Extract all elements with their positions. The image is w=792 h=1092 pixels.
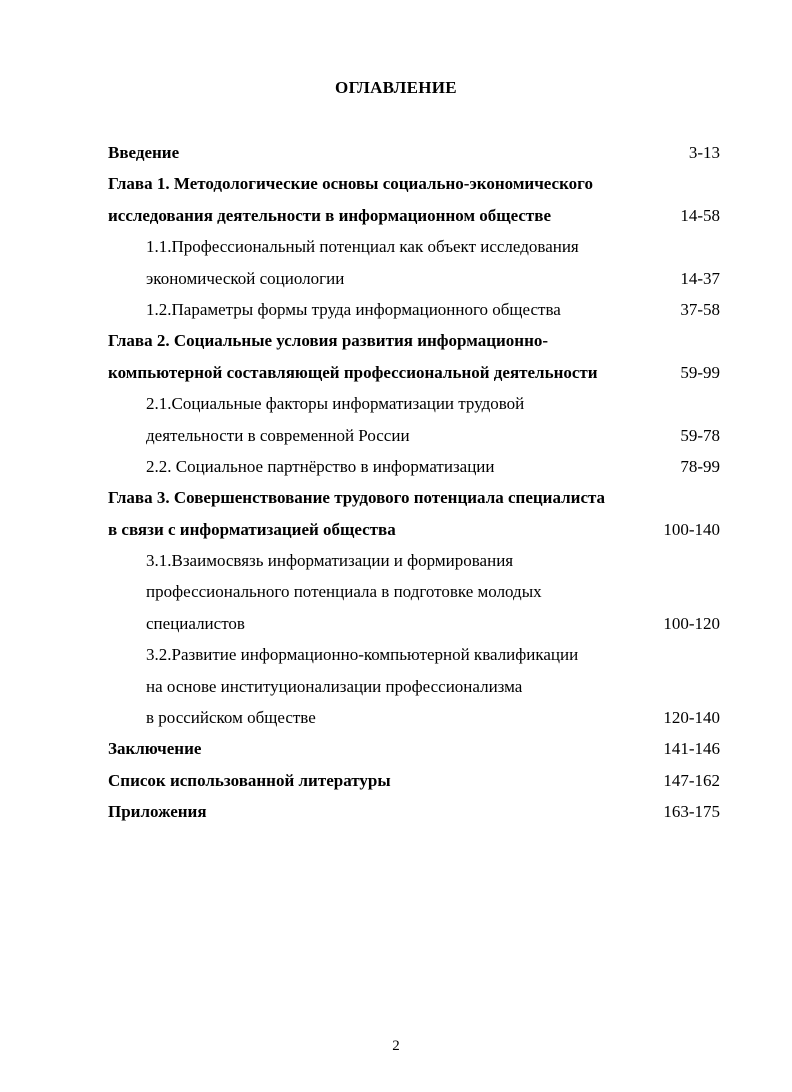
toc-entry-text: Введение bbox=[108, 143, 180, 162]
toc-entry-section-2-2 bbox=[108, 451, 720, 482]
toc-entry-section-3-1-line-1 bbox=[108, 545, 720, 576]
toc-entry-pages: 141-146 bbox=[663, 739, 720, 759]
toc-entry-references bbox=[108, 765, 720, 796]
toc-entry-text: экономической социологии bbox=[146, 268, 345, 288]
toc-entry-pages: 3-13 bbox=[688, 143, 720, 162]
toc-entry-section-1-1-line-1 bbox=[108, 231, 720, 262]
page-number: 2 bbox=[392, 1038, 400, 1054]
toc-entry-pages: 59-78 bbox=[680, 425, 720, 445]
toc-entry-pages: 37-58 bbox=[680, 299, 720, 319]
toc-entry-pages: 14-58 bbox=[680, 205, 720, 225]
toc-entry-text: Заключение bbox=[108, 739, 202, 759]
toc-entry-text: компьютерной составляющей профессиональной деятельности bbox=[108, 362, 598, 382]
toc-entry-chapter-3-line-2 bbox=[108, 514, 720, 545]
toc-entry-pages: 163-175 bbox=[663, 802, 720, 822]
toc-entry-text: Приложения bbox=[108, 802, 207, 822]
toc-entry-pages: 78-99 bbox=[680, 456, 720, 476]
toc-entry-section-2-1-line-1 bbox=[108, 388, 720, 419]
toc-entry-text: Список использованной литературы bbox=[108, 770, 391, 790]
toc-entry-section-3-2-line-3 bbox=[108, 702, 720, 733]
toc-entry-text: 2.1.Социальные факторы информатизации трудовой bbox=[146, 394, 525, 414]
toc-entry-pages: 14-37 bbox=[680, 268, 720, 288]
toc-entry-introduction bbox=[108, 137, 720, 168]
toc-entry-text: Глава 2. Социальные условия развития информационно- bbox=[108, 331, 549, 351]
toc-entry-text: специалистов bbox=[146, 613, 245, 633]
toc-entry-conclusion bbox=[108, 733, 720, 764]
toc-entry-section-1-2 bbox=[108, 294, 720, 325]
toc-entry-text: 2.2. Социальное партнёрство в информатизации bbox=[146, 456, 495, 476]
toc-entry-section-1-1-line-2 bbox=[108, 263, 720, 294]
toc-entry-text: на основе институционализации профессионализма bbox=[146, 676, 523, 696]
toc-entry-section-3-2-line-1 bbox=[108, 639, 720, 670]
toc-entry-text: деятельности в современной России bbox=[146, 425, 410, 445]
toc-entry-text: Глава 1. Методологические основы социально-экономического bbox=[108, 174, 593, 194]
toc-entry-section-3-2-line-2 bbox=[108, 671, 720, 702]
toc-entry-text: 3.1.Взаимосвязь информатизации и формирования bbox=[146, 551, 514, 571]
page-title: ОГЛАВЛЕНИЕ bbox=[335, 78, 457, 97]
toc-entry-text: в российском обществе bbox=[146, 708, 316, 728]
toc-entry-text: 3.2.Развитие информационно-компьютерной квалификации bbox=[146, 645, 579, 665]
toc-entry-text: исследования деятельности в информационном обществе bbox=[108, 205, 551, 225]
toc-entry-chapter-1-line-2 bbox=[108, 200, 720, 231]
toc-entry-pages: 100-120 bbox=[663, 613, 720, 633]
toc-entry-chapter-2-line-1 bbox=[108, 325, 720, 356]
toc-entry-pages: 147-162 bbox=[663, 770, 720, 790]
toc-entry-chapter-2-line-2 bbox=[108, 357, 720, 388]
toc-entry-section-2-1-line-2 bbox=[108, 420, 720, 451]
toc-entry-chapter-3-line-1 bbox=[108, 482, 720, 513]
toc-entry-pages: 100-140 bbox=[663, 519, 720, 539]
toc-entry-section-3-1-line-2 bbox=[108, 576, 720, 607]
table-of-contents bbox=[108, 137, 720, 828]
toc-entry-appendices bbox=[108, 796, 720, 827]
toc-entry-text: Глава 3. Совершенствование трудового потенциала специалиста bbox=[108, 488, 606, 508]
toc-entry-text: профессионального потенциала в подготовке молодых bbox=[146, 582, 542, 602]
toc-entry-text: 1.1.Профессиональный потенциал как объект исследования bbox=[146, 237, 579, 257]
toc-entry-chapter-1-line-1 bbox=[108, 168, 720, 199]
toc-entry-pages: 120-140 bbox=[663, 708, 720, 728]
toc-entry-pages: 59-99 bbox=[680, 362, 720, 382]
toc-entry-section-3-1-line-3 bbox=[108, 608, 720, 639]
toc-entry-text: 1.2.Параметры формы труда информационного общества bbox=[146, 299, 561, 319]
toc-entry-text: в связи с информатизацией общества bbox=[108, 519, 396, 539]
